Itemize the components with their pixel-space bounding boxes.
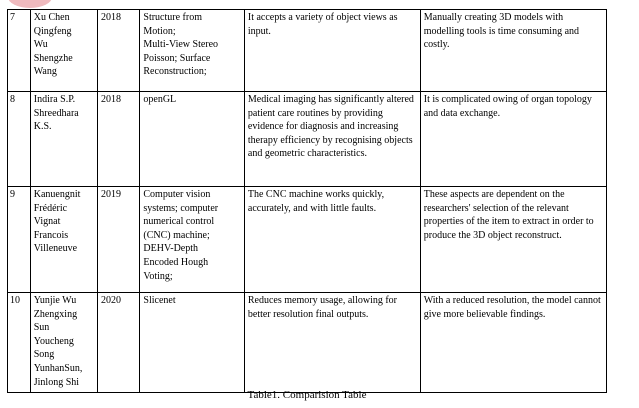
table-caption: Table1. Comparision Table bbox=[247, 389, 367, 401]
cell-number: 10 bbox=[8, 293, 31, 393]
cell-limitation: With a reduced resolution, the model cannot give more believable findings. bbox=[420, 293, 606, 393]
table-row bbox=[8, 187, 607, 293]
cell-authors bbox=[30, 293, 97, 393]
cell-line: Jinlong Shi bbox=[33, 376, 80, 388]
cell-advantage: Reduces memory usage, allowing for better resolution final outputs. bbox=[244, 293, 420, 393]
comparison-table bbox=[7, 9, 607, 393]
cell-number: 7 bbox=[8, 10, 31, 92]
cell-year: 2020 bbox=[97, 293, 139, 393]
cell-line: Slicenet bbox=[143, 295, 176, 306]
cell-line: K.S. bbox=[33, 121, 52, 133]
cell-line: systems; computer bbox=[143, 202, 219, 214]
cell-line: Xu Chen bbox=[33, 12, 70, 23]
cell-line: Sun bbox=[33, 322, 50, 334]
cell-line: DEHV-Depth bbox=[143, 243, 199, 255]
cell-line: Voting; bbox=[143, 270, 173, 282]
table-body bbox=[8, 10, 607, 393]
cell-line: Youcheng bbox=[33, 335, 74, 347]
cell-limitation: Manually creating 3D models with modelling tools is time consuming and costly. bbox=[420, 10, 606, 92]
cell-line: Encoded Hough bbox=[143, 256, 209, 268]
cell-limitation: It is complicated owing of organ topology and data exchange. bbox=[420, 92, 606, 187]
cell-line: openGL bbox=[143, 94, 177, 105]
decorative-accent-shape bbox=[8, 0, 52, 8]
cell-year: 2018 bbox=[97, 10, 139, 92]
cell-year: 2019 bbox=[97, 187, 139, 293]
cell-line: Qingfeng bbox=[33, 25, 72, 37]
cell-line: Wu bbox=[33, 39, 48, 51]
cell-line: Villeneuve bbox=[33, 243, 78, 255]
cell-line: Multi-View Stereo bbox=[143, 39, 219, 51]
cell-line: Song bbox=[33, 349, 55, 361]
cell-number: 8 bbox=[8, 92, 31, 187]
cell-line: Yunjie Wu bbox=[33, 295, 77, 306]
cell-method bbox=[140, 293, 244, 393]
cell-line: Poisson; Surface bbox=[143, 52, 211, 64]
cell-line: Wang bbox=[33, 66, 57, 78]
cell-line: Reconstruction; bbox=[143, 66, 207, 78]
cell-method bbox=[140, 187, 244, 293]
cell-advantage: The CNC machine works quickly, accurately, and with little faults. bbox=[244, 187, 420, 293]
cell-limitation: These aspects are dependent on the researchers' selection of the relevant properties of the item to extract in order to produce the 3D object reconstruct. bbox=[420, 187, 606, 293]
cell-method bbox=[140, 10, 244, 92]
cell-line: Motion; bbox=[143, 25, 176, 37]
cell-line: (CNC) machine; bbox=[143, 229, 210, 241]
cell-year: 2018 bbox=[97, 92, 139, 187]
cell-line: Frédéric bbox=[33, 202, 68, 214]
cell-advantage: Medical imaging has significantly altered patient care routines by providing evidence for diagnosis and increasing therapy efficiency by recognising objects and geometric characteristics. bbox=[244, 92, 420, 187]
cell-authors bbox=[30, 187, 97, 293]
table-row bbox=[8, 92, 607, 187]
cell-line: Computer vision bbox=[143, 189, 211, 200]
cell-line: Zhengxing bbox=[33, 308, 78, 320]
table-row bbox=[8, 10, 607, 92]
cell-line: Shreedhara bbox=[33, 107, 79, 119]
cell-line: Francois bbox=[33, 229, 69, 241]
cell-advantage: It accepts a variety of object views as input. bbox=[244, 10, 420, 92]
cell-line: numerical control bbox=[143, 216, 215, 228]
cell-line: Structure from bbox=[143, 12, 202, 23]
cell-authors bbox=[30, 92, 97, 187]
cell-number: 9 bbox=[8, 187, 31, 293]
cell-line: Vignat bbox=[33, 216, 61, 228]
cell-line: YunhanSun, bbox=[33, 362, 83, 374]
cell-line: Kanuengnit bbox=[33, 189, 81, 200]
cell-authors bbox=[30, 10, 97, 92]
cell-method bbox=[140, 92, 244, 187]
table-row bbox=[8, 293, 607, 393]
cell-line: Shengzhe bbox=[33, 52, 73, 64]
cell-line: Indira S.P. bbox=[33, 94, 76, 105]
